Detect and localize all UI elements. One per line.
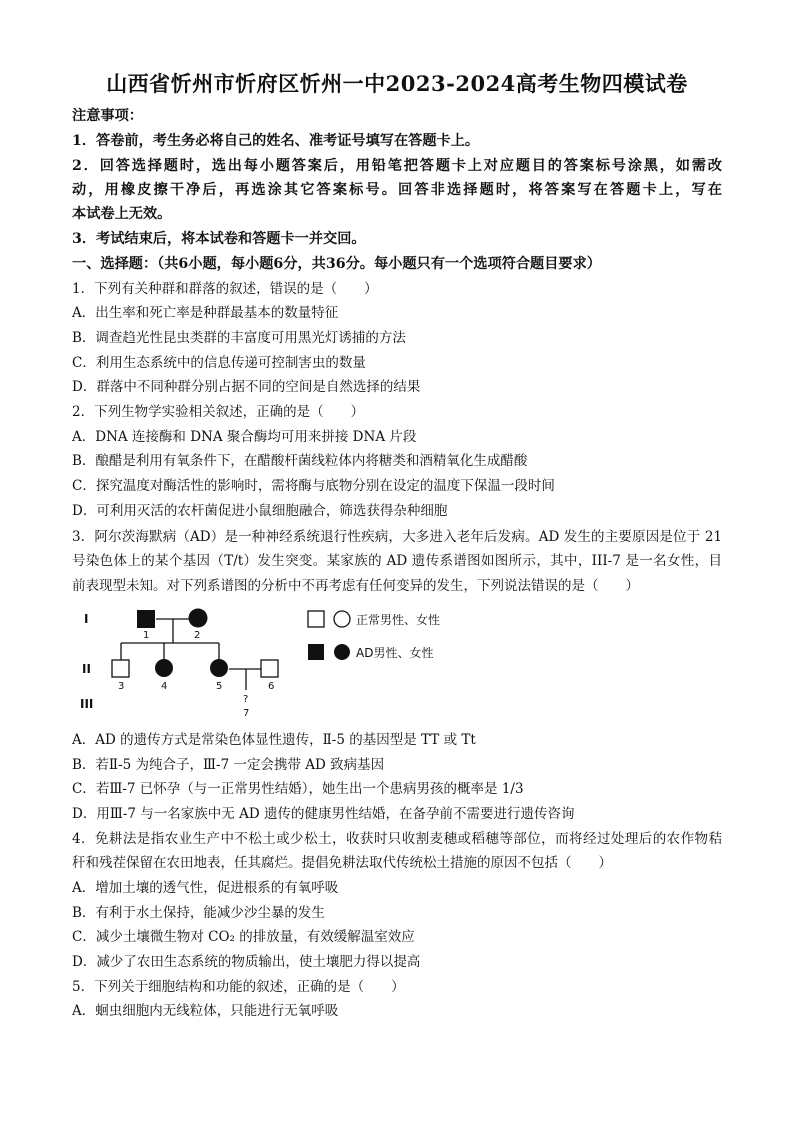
label-6: 6	[268, 681, 275, 692]
legend-normal-female-icon	[334, 611, 350, 627]
q2-stem: 2．下列生物学实验相关叙述，正确的是（ ）	[72, 404, 365, 420]
pedigree-figure	[72, 598, 472, 724]
legend-affected-label: AD男性、女性	[356, 646, 434, 660]
q4-stem-2: 秆和残茬保留在农田地表，任其腐烂。提倡免耕法取代传统松土措施的原因不包括（ ）	[72, 855, 612, 871]
label-7: 7	[243, 708, 250, 719]
notice-item-2-end: 本试卷上无效。	[72, 206, 172, 222]
legend-normal-male-icon	[308, 611, 324, 627]
q4-option-a: A．增加土壤的透气性，促进根系的有氧呼吸	[72, 880, 339, 896]
individual-4-affected-female	[155, 659, 173, 677]
q4-stem-1: 4．免耕法是指农业生产中不松土或少松土，收获时只收割麦穗或稻穗等部位，而将经过处理后的农作物秸	[72, 831, 722, 847]
q1-option-a: A．出生率和死亡率是种群最基本的数量特征	[72, 305, 339, 321]
q3-stem-1: 3．阿尔茨海默病（AD）是一种神经系统退行性疾病，大多进入老年后发病。AD 发生的主要原因是位于 21	[72, 529, 722, 545]
q3-stem-2: 号染色体上的某个基因（T/t）发生突变。某家族的 AD 遗传系谱图如图所示，其中，III-7 是一名女性，目	[72, 553, 722, 569]
notice-item-1: 1．答卷前，考生务必将自己的姓名、准考证号填写在答题卡上。	[72, 133, 480, 149]
exam-title: 山西省忻州市忻府区忻州一中2023-2024高考生物四模试卷	[106, 71, 688, 96]
label-5: 5	[216, 681, 223, 692]
individual-2-affected-female	[189, 609, 208, 628]
notice-item-3: 3．考试结束后，将本试卷和答题卡一并交回。	[72, 231, 366, 247]
q5-option-a: A．蛔虫细胞内无线粒体，只能进行无氧呼吸	[72, 1003, 339, 1019]
generation-label-iii: III	[80, 697, 94, 711]
pedigree-lines	[121, 619, 261, 690]
q4-option-c: C．减少土壤微生物对 CO₂ 的排放量，有效缓解温室效应	[72, 929, 415, 945]
label-3: 3	[118, 681, 125, 692]
q3-option-a: A．AD 的遗传方式是常染色体显性遗传，Ⅱ-5 的基因型是 TT 或 Tt	[72, 732, 476, 748]
q1-option-b: B．调查趋光性昆虫类群的丰富度可用黑光灯诱捕的方法	[72, 330, 406, 346]
label-4: 4	[161, 681, 168, 692]
q2-option-c: C．探究温度对酶活性的影响时，需将酶与底物分别在设定的温度下保温一段时间	[72, 478, 555, 494]
individual-6-normal-male	[261, 660, 278, 677]
q1-option-d: D．群落中不同种群分别占据不同的空间是自然选择的结果	[72, 379, 421, 395]
q2-option-a: A．DNA 连接酶和 DNA 聚合酶均可用来拼接 DNA 片段	[72, 429, 417, 445]
individual-7-unknown-mark: ?	[243, 694, 249, 705]
q3-option-c: C．若Ⅲ-7 已怀孕（与一正常男性结婚），她生出一个患病男孩的概率是 1/3	[72, 781, 524, 797]
q5-stem: 5．下列关于细胞结构和功能的叙述，正确的是（ ）	[72, 979, 405, 995]
notice-heading: 注意事项：	[72, 108, 143, 124]
legend-affected-male-icon	[308, 644, 324, 660]
generation-label-i: I	[84, 612, 89, 626]
legend-normal-label: 正常男性、女性	[356, 613, 441, 627]
q4-option-b: B．有利于水土保持，能减少沙尘暴的发生	[72, 905, 325, 921]
q4-option-d: D．减少了农田生态系统的物质输出，使土壤肥力得以提高	[72, 954, 421, 970]
q3-option-b: B．若Ⅱ-5 为纯合子，Ⅲ-7 一定会携带 AD 致病基因	[72, 757, 385, 773]
q1-stem: 1．下列有关种群和群落的叙述，错误的是（ ）	[72, 281, 378, 297]
individual-3-normal-male	[112, 660, 129, 677]
legend-affected-female-icon	[334, 644, 350, 660]
label-1: 1	[143, 630, 150, 641]
label-2: 2	[194, 630, 201, 641]
q2-option-d: D．可利用灭活的农杆菌促进小鼠细胞融合，筛选获得杂种细胞	[72, 503, 448, 519]
q3-option-d: D．用Ⅲ-7 与一名家族中无 AD 遗传的健康男性结婚，在备孕前不需要进行遗传咨询	[72, 806, 575, 822]
q2-option-b: B．酿醋是利用有氧条件下，在醋酸杆菌线粒体内将糖类和酒精氧化生成醋酸	[72, 453, 528, 469]
q1-option-c: C．利用生态系统中的信息传递可控制害虫的数量	[72, 355, 366, 371]
section-heading: 一、选择题：（共6小题，每小题6分，共36分。每小题只有一个选项符合题目要求）	[72, 256, 601, 272]
notice-item-2-cont: 动，用橡皮擦干净后，再选涂其它答案标号。回答非选择题时，将答案写在答题卡上，写在	[72, 182, 722, 198]
notice-item-2: 2．回答选择题时，选出每小题答案后，用铅笔把答题卡上对应题目的答案标号涂黑，如需改	[72, 158, 722, 174]
individual-5-affected-female	[210, 659, 228, 677]
generation-label-ii: II	[82, 662, 91, 676]
individual-1-affected-male	[137, 610, 155, 628]
q3-stem-3: 前表现型未知。对下列系谱图的分析中不再考虑有任何变异的发生，下列说法错误的是（ ）	[72, 578, 639, 594]
